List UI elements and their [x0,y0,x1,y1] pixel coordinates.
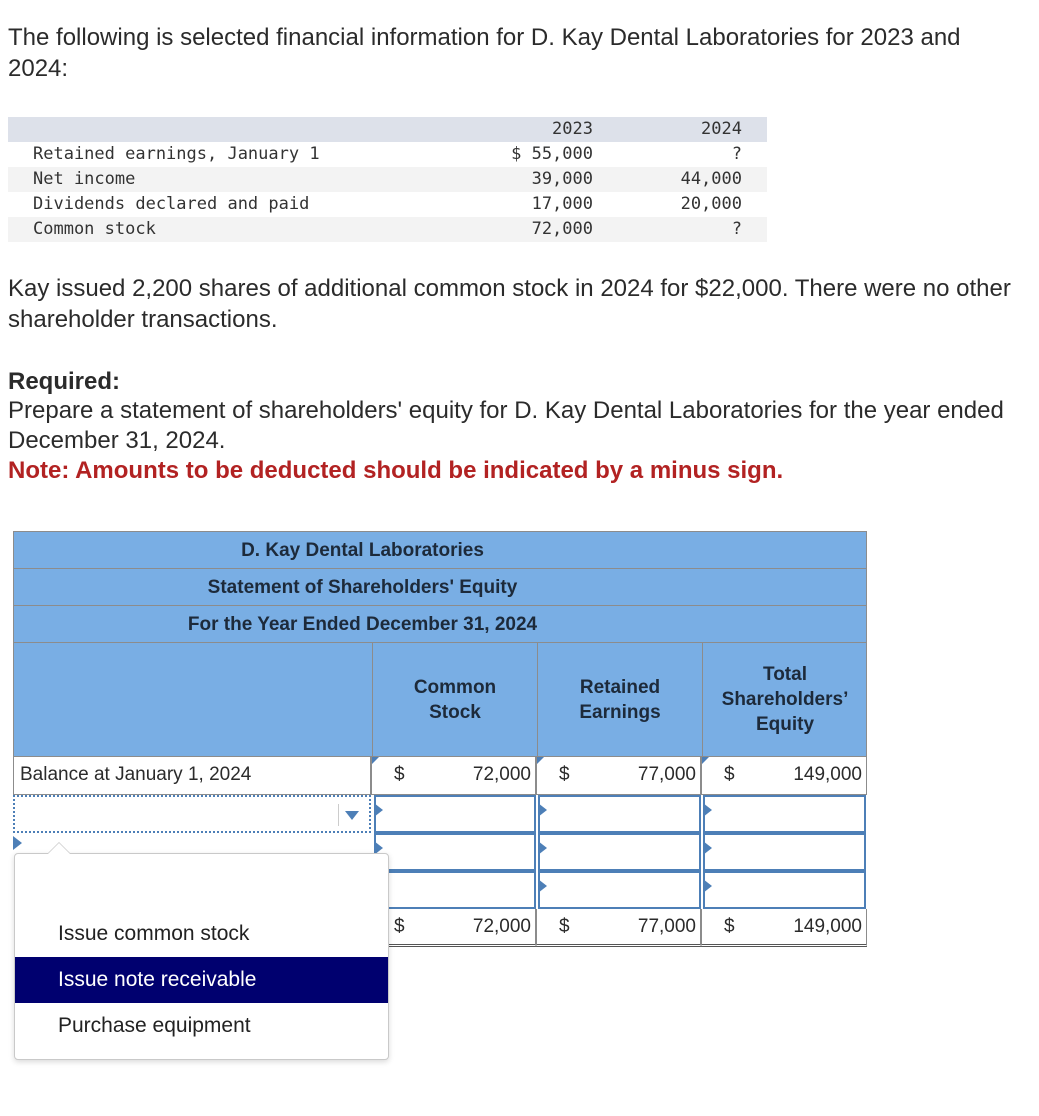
column-headers [13,642,867,757]
header-2023: 2023 [552,119,593,139]
statement-period: For the Year Ended December 31, 2024 [13,605,867,642]
retained-earnings-input[interactable] [538,833,701,871]
data-row-label: Net income [33,169,136,189]
ending-common-stock: $ 72,000 [371,909,536,947]
transaction-select[interactable] [13,795,371,833]
transaction-dropdown-menu [14,853,389,1060]
issuance-paragraph: Kay issued 2,200 shares of additional common stock in 2024 for $22,000. There were no other shareholder transactions. [8,275,1011,333]
balance-common-stock[interactable]: $ 72,000 [371,757,536,795]
input-marker [372,757,379,764]
data-table-header [8,117,767,142]
common-stock-input[interactable] [374,795,536,833]
balance-label: Balance at January 1, 2024 [13,757,371,795]
header-2024: 2024 [701,119,742,139]
data-row-2023: 39,000 [531,169,593,189]
data-row-label: Dividends declared and paid [33,194,310,214]
intro-text: The following is selected financial information for D. Kay Dental Laboratories for 2023 and 2024: [8,24,961,82]
common-stock-input[interactable] [374,871,536,909]
retained-earnings-input[interactable] [538,871,701,909]
column-retained-earnings: Retained Earnings [537,643,702,756]
input-marker [702,757,709,764]
column-total-equity: Total Shareholders’ Equity [702,643,867,756]
statement-title: Statement of Shareholders' Equity [13,568,867,605]
column-common-stock: Common Stock [372,643,537,756]
data-row [8,142,767,167]
required-heading: Required: [8,368,121,395]
retained-earnings-input[interactable] [538,795,701,833]
ending-total-equity: $ 149,000 [701,909,867,947]
option-purchase-equipment[interactable]: Purchase equipment [58,1014,251,1037]
financial-data-table [8,117,767,242]
input-marker [538,879,547,893]
required-body: Prepare a statement of shareholders' equity for D. Kay Dental Laboratories for the year ended December 31, 2024. [8,397,1004,454]
balance-retained-earnings[interactable]: $ 77,000 [536,757,701,795]
total-equity-input[interactable] [703,795,866,833]
statement-company: D. Kay Dental Laboratories [13,531,867,568]
input-marker [374,803,383,817]
input-marker [703,879,712,893]
balance-row [13,757,867,795]
data-row-2023: 72,000 [531,219,593,239]
input-marker [538,803,547,817]
data-row-label: Common stock [33,219,156,239]
data-row-2023: $ 55,000 [511,144,593,164]
row-marker [13,836,22,850]
input-marker [537,757,544,764]
chevron-down-icon[interactable] [338,804,365,826]
input-marker [538,841,547,855]
option-issue-note-receivable[interactable]: Issue note receivable [15,957,388,1003]
data-row-2024: 20,000 [680,194,742,214]
data-row-2024: 44,000 [680,169,742,189]
common-stock-input[interactable] [374,833,536,871]
data-row-2023: 17,000 [531,194,593,214]
entry-row [13,795,867,833]
option-issue-common-stock[interactable]: Issue common stock [58,922,250,945]
data-row [8,167,767,192]
balance-total-equity[interactable]: $ 149,000 [701,757,867,795]
data-row-2024: ? [731,219,742,239]
data-row [8,192,767,217]
deduction-note: Note: Amounts to be deducted should be indicated by a minus sign. [8,457,784,484]
data-row [8,217,767,242]
data-row-2024: ? [731,144,742,164]
ending-retained-earnings: $ 77,000 [536,909,701,947]
popup-arrow [47,842,71,854]
input-marker [703,841,712,855]
input-marker [703,803,712,817]
data-row-label: Retained earnings, January 1 [33,144,320,164]
total-equity-input[interactable] [703,871,866,909]
total-equity-input[interactable] [703,833,866,871]
